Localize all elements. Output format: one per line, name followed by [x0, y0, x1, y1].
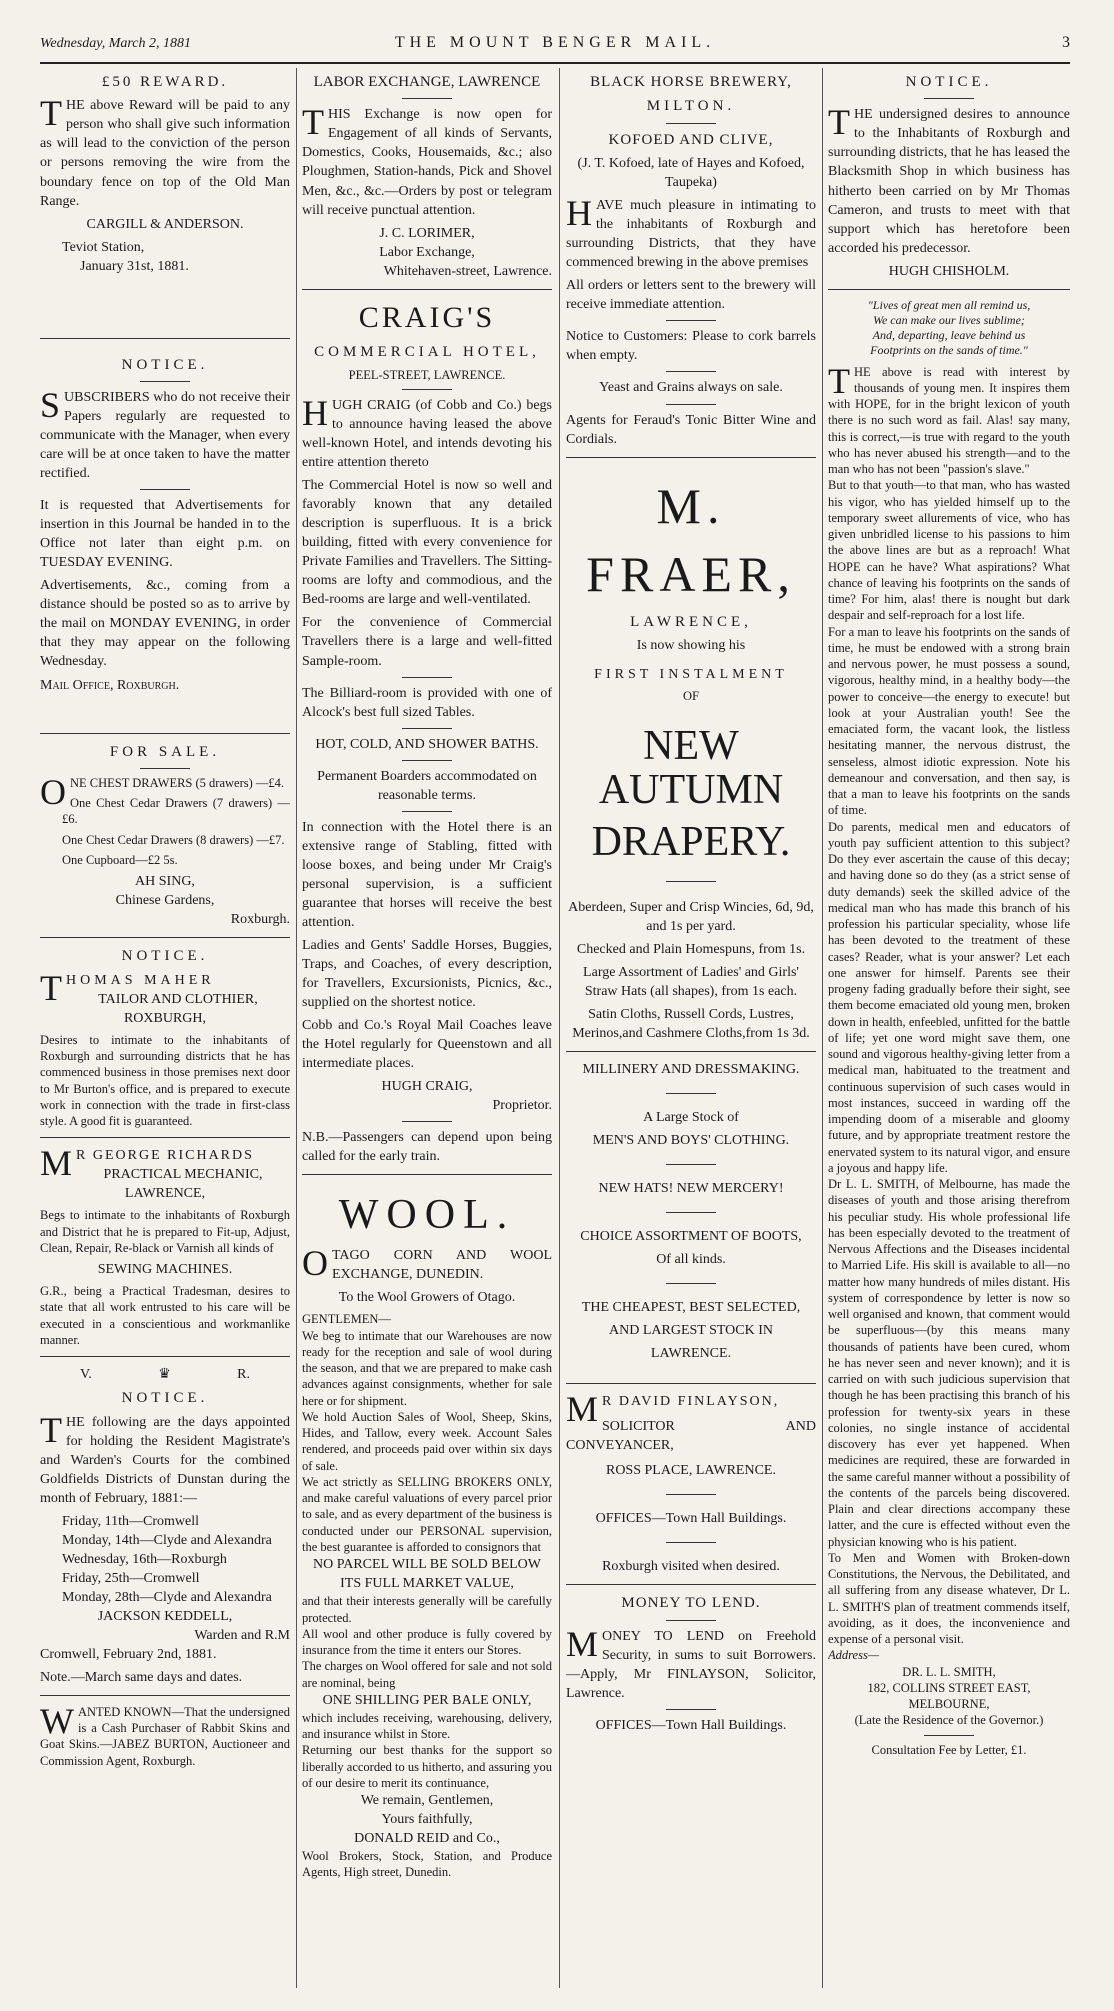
smith-paragraph: Do parents, medical men and educators of youth pay sufficient attention to this subject? Do they ever ascertain the cause of this decay; and having done so do they (as a strict sense of duty demands) seek the skilled advice of the medical man who has made this branch of his profession his particular speciality, whose life has been devoted to the treatment of these cases? Reader, what is your answer? Let each one answer for himself. Parents see their progeny fading gradually before their sight, see them become emaciated old young men, broken down in health, enfeebled, unfitted for the battle of life; yet one word might save them, one sound and vigorous healthy-giving letter from a medical man, habituated to the treatment and continuous supervision of such cases would in most instances, succeed in warding off the impending doom of a miserable and gloomy future, and by appropriate treatment restore the enervated system to its natural vigor, and ensure a joyous and happy life.: [828, 819, 1070, 1175]
wool-paragraph: and that their interests generally will be carefully protected.: [302, 1594, 552, 1625]
brewery-place: MILTON.: [646, 98, 736, 115]
sale-item: NE CHEST DRAWERS (5 drawers) —£4.: [70, 775, 285, 790]
poem-quote: [828, 298, 1070, 358]
drop-cap: T: [40, 967, 62, 1008]
courts-body: HE following are the days appointed for holding the Resident Magistrate's and Warden's Courts for the combined Goldfields Districts of Dunstan during the month of February, 1881:—: [40, 1414, 290, 1506]
fraer-item: CHOICE ASSORTMENT OF BOOTS,: [580, 1228, 802, 1244]
separator: [666, 371, 716, 372]
wanted-body: ANTED KNOWN—That the undersigned is a Cash Purchaser of Rabbit Skins and Goat Skins.—JABEZ BURTON, Auctioneer and Commission Agent, Roxburgh.: [40, 1704, 290, 1768]
court-date: Monday, 28th—Clyde and Alexandra: [62, 1589, 272, 1605]
wool-gents: GENTLEMEN—: [302, 1312, 391, 1327]
richards-ad: [40, 1143, 290, 1348]
drop-cap: T: [40, 93, 62, 134]
craig-street: PEEL-STREET, LAWRENCE.: [348, 367, 506, 382]
separator: [666, 404, 716, 405]
wool-paragraph: We hold Auction Sales of Wool, Sheep, Skins, Hides, and Tallow, every week. Account Sales rendered, and proceeds paid over within six days of sale.: [302, 1409, 552, 1473]
courts-note: Note.—March same days and dates.: [40, 1669, 243, 1685]
notice-heading: NOTICE.: [121, 356, 209, 373]
column-divider: [296, 68, 297, 1988]
smith-paragraph: HE above is read with interest by thousands of young men. It inspires them with HOPE, for in the bright lexicon of youth there is no such word as fail. Alas! say many, this is correct,—is true with regard to the youth who has never abused his strength—and to the man who has not been "passion's slave.": [828, 364, 1070, 477]
finlayson-place: ROSS PLACE, LAWRENCE.: [605, 1463, 776, 1479]
separator: [402, 811, 452, 812]
fraer-item: MILLINERY AND DRESSMAKING.: [582, 1061, 800, 1077]
poem-line: We can make our lives sublime;: [873, 312, 1025, 327]
separator: [666, 1164, 716, 1165]
chisholm-notice: [828, 72, 1070, 281]
labor-role: Labor Exchange,: [379, 244, 475, 260]
separator: [140, 381, 190, 382]
fraer-item: Merinos,and Cashmere Cloths,from 1s 3d.: [572, 1025, 810, 1041]
fraer-item: Aberdeen, Super and Crisp Wincies, 6d, 9d, and 1s per yard.: [568, 899, 814, 934]
separator: [566, 1051, 816, 1052]
separator: [666, 1494, 716, 1495]
wool-caps: ONE SHILLING PER BALE ONLY,: [322, 1692, 532, 1708]
sale-town: Roxburgh.: [230, 912, 290, 928]
drop-cap: S: [40, 385, 61, 426]
smith-address-line: MELBOURNE,: [908, 1697, 990, 1712]
drop-cap: T: [40, 1409, 62, 1450]
brewery-ad: [566, 72, 816, 449]
brewery-heading: BLACK HORSE BREWERY,: [590, 74, 792, 90]
richards-trade: PRACTICAL MECHANIC,: [103, 1167, 263, 1183]
separator: [40, 338, 290, 339]
drop-cap: O: [40, 771, 66, 812]
fraer-item: Checked and Plain Homespuns, from 1s.: [576, 941, 806, 957]
separator: [924, 1735, 974, 1736]
drop-cap: H: [302, 393, 328, 434]
column-divider: [822, 68, 823, 1988]
craig-boarders: Permanent Boarders accommodated on reasonable terms.: [317, 768, 537, 803]
labor-exchange-ad: [302, 72, 552, 281]
cipher-left: V.: [80, 1367, 92, 1383]
separator: [566, 457, 816, 458]
smith-paragraph: Dr L. L. SMITH, of Melbourne, has made the diseases of youth and those arising therefrom his peculiar study. His whole professional life has been especially devoted to the treatment of Nervous Affections and the Diseases incidental to Married Life. His skill is available to all—no matter how many hundreds of miles distant. His system of correspondence by letter is now so well organised and known, that comment would be superfluous—(by this means many thousands of patients have been cured, whom he has never seen and never known); and it is carried on with such judicious supervision that though he has been practising this branch of his profession for twenty-six years in these colonies, no single instance of accidental discovery has ever yet happened. When medicines are required, these are forwarded in the same careful manner without a possibility of the contents of the parcels being discovered. Plain and clear directions accompany these latter, and the cure is effected without even the physician knowing who is his patient.: [828, 1177, 1070, 1549]
smith-paragraph: But to that youth—to that man, who has wasted his vigor, who has yielded himself up to the temporary sweet allurements of vice, who has given unbridled license to his passions to him the above lines are but as a reproach! What HOPE can he have? What aspirations? What chance of leaving his footprints on the sands of time? For him, alas! there is nought but dark despair and self-reproach for a lost life.: [828, 478, 1070, 623]
separator: [924, 98, 974, 99]
drop-cap: M: [40, 1143, 73, 1184]
craig-hotel-ad: [302, 298, 552, 1167]
fraer-ad: [566, 472, 816, 1363]
brewery-firm-sub: (J. T. Kofoed, late of Hayes and Kofoed, Taupeka): [577, 156, 805, 191]
separator: [666, 1283, 716, 1284]
drop-cap: O: [302, 1243, 328, 1284]
money-body: ONEY TO LEND on Freehold Security, in sums to suit Borrowers.—Apply, Mr FINLAYSON, Solicitor, Lawrence.: [566, 1628, 816, 1701]
drop-cap: T: [302, 102, 324, 143]
maher-trade: TAILOR AND CLOTHIER,: [98, 991, 258, 1007]
separator: [828, 289, 1070, 290]
masthead: [40, 30, 1070, 56]
column-2: [302, 68, 552, 1988]
separator: [666, 1620, 716, 1621]
separator: [40, 1137, 290, 1138]
craig-baths: HOT, COLD, AND SHOWER BATHS.: [315, 736, 539, 752]
wool-close: We remain, Gentlemen,: [360, 1793, 494, 1809]
smith-paragraph: To Men and Women with Broken-down Constitutions, the Nervous, the Debilitated, and all suffering from any disease whatever, Dr L. L. SMITH'S plan of treatment commends itself, avoiding, as it does, the inconvenience and expense of a personal visit.: [828, 1550, 1070, 1647]
crown-icon: ♛: [158, 1367, 171, 1383]
subscribers-notice: [40, 355, 290, 695]
separator: [566, 1383, 816, 1384]
notice-heading: NOTICE.: [905, 74, 993, 90]
smith-ad: [828, 360, 1070, 1758]
separator: [402, 760, 452, 761]
finlayson-name: R DAVID FINLAYSON,: [602, 1394, 780, 1410]
money-heading: MONEY TO LEND.: [621, 1595, 761, 1612]
fraer-instalment: FIRST INSTALMENT: [594, 667, 788, 682]
richards-name: R GEORGE RICHARDS: [76, 1148, 254, 1164]
reward-body: HE above Reward will be paid to any person who shall give such information as will lead to the conviction of the person or persons removing the wire from the boundary fence on top of the Old Man Range.: [40, 98, 290, 209]
smith-paragraph: For a man to leave his footprints on the sands of time, he must be endowed with a strong brain and nervous power, he must possess a sound, vigorous, healthy mind, in a healthy body—the power to conceive—the energy to execute! but look at your Australian youth! See the emaciated form, the vacant look, the listless hesitating manner, the nervous distrust, the senseless, almost idiotic expression. Note his demeanour and conversation, and then say, is that a man to leave his footprints on the sands of time.: [828, 624, 1070, 818]
separator: [666, 1212, 716, 1213]
sale-signer: AH SING,: [135, 874, 195, 890]
wool-to: To the Wool Growers of Otago.: [338, 1290, 516, 1306]
chisholm-body: HE undersigned desires to announce to the Inhabitants of Roxburgh and surrounding districts, that he has leased the Blacksmith Shop in which business has hitherto been carried on by Mr Thomas Cameron, and trusts to meet with that support which has heretofore been accorded his predecessor.: [828, 107, 1070, 256]
reward-place: Teviot Station,: [62, 239, 145, 255]
craig-paragraph: The Commercial Hotel is now so well and favorably known that any detailed description is superfluous. It is a brick building, fitted with every convenience for Private Families and Travellers. The Sitting-rooms are lofty and commodious, and the Bed-rooms are large and well-ventilated.: [302, 478, 552, 608]
page-number: 3: [1062, 34, 1070, 51]
separator: [302, 289, 552, 290]
reward-date: January 31st, 1881.: [80, 258, 189, 274]
sale-item: One Chest Cedar Drawers (7 drawers) —£6.: [62, 796, 290, 827]
wool-paragraph: We beg to intimate that our Warehouses are now ready for the reception and sale of wool during the season, and that we are prepared to make cash advances against consignments, whether for sale here or for shipment.: [302, 1328, 552, 1408]
court-date: Friday, 25th—Cromwell: [62, 1570, 200, 1586]
wool-heading: WOOL.: [338, 1192, 516, 1239]
finlayson-ad: [566, 1389, 816, 1576]
separator: [40, 1695, 290, 1696]
column-1: [40, 68, 290, 1988]
craig-heading: CRAIG'S: [358, 300, 496, 334]
column-3: [566, 68, 816, 1988]
separator: [40, 1356, 290, 1357]
wool-desc: Wool Brokers, Stock, Station, and Produce Agents, High street, Dunedin.: [302, 1849, 552, 1880]
fraer-item: LAWRENCE.: [650, 1346, 732, 1362]
drop-cap: M: [566, 1389, 599, 1430]
labor-address: Whitehaven-street, Lawrence.: [383, 263, 552, 279]
sale-item: One Cupboard—£2 5s.: [62, 852, 178, 867]
fraer-item: NEW HATS! NEW MERCERY!: [598, 1180, 784, 1196]
poem-line: And, departing, leave behind us: [872, 327, 1026, 342]
labor-heading: LABOR EXCHANGE, LAWRENCE: [313, 74, 541, 90]
separator: [666, 320, 716, 321]
column-4: [828, 68, 1070, 1988]
wool-signer: DONALD REID and Co.,: [354, 1831, 500, 1847]
poem-line: Footprints on the sands of time.": [870, 342, 1028, 357]
courts-signer: JACKSON KEDDELL,: [97, 1608, 233, 1624]
sale-place: Chinese Gardens,: [115, 893, 215, 909]
craig-subheading: COMMERCIAL HOTEL,: [314, 344, 540, 361]
craig-paragraph: For the convenience of Commercial Travellers there is a large and well-fitted Sample-room.: [302, 615, 552, 669]
separator: [402, 728, 452, 729]
drop-cap: T: [828, 102, 850, 143]
fraer-showing: Is now showing his: [636, 637, 746, 653]
notice-paragraph: Advertisements, &c., coming from a distance should be posted so as to arrive by the mail on MONDAY EVENING, in order that they may appear on the following Wednesday.: [40, 578, 290, 670]
wool-close: Yours faithfully,: [381, 1812, 473, 1828]
wool-paragraph: All wool and other produce is fully covered by insurance from the time it enters our Stores.: [302, 1626, 552, 1657]
smith-address-line: DR. L. L. SMITH,: [902, 1664, 996, 1679]
notice-heading: NOTICE.: [121, 948, 209, 965]
column-divider: [559, 68, 560, 1988]
wanted-ad: [40, 1700, 290, 1769]
separator: [302, 1174, 552, 1175]
craig-paragraph: Ladies and Gents' Saddle Horses, Buggies, Traps, and Coaches, of every description, for Travellers, Excursionists, Picnics, &c., supplied on the shortest notice.: [302, 937, 552, 1010]
craig-role: Proprietor.: [492, 1098, 552, 1114]
drop-cap: T: [828, 360, 850, 401]
craig-paragraph: UGH CRAIG (of Cobb and Co.) begs to announce having leased the above well-known Hotel, and intends devoting his entire attention thereto: [302, 398, 552, 471]
brewery-paragraph: Yeast and Grains always on sale.: [599, 380, 783, 396]
separator: [666, 1542, 716, 1543]
for-sale-heading: FOR SALE.: [109, 743, 221, 760]
drop-cap: W: [40, 1700, 74, 1741]
fraer-item: Satin Cloths, Russell Cords, Lustres,: [588, 1006, 794, 1022]
richards-town: LAWRENCE,: [124, 1186, 206, 1202]
drop-cap: M: [566, 1623, 599, 1664]
maher-body: Desires to intimate to the inhabitants of Roxburgh and surrounding districts that he has commenced business in those premises next door to Mr Burton's office, and is prepared to execute work in connection with the trade in first-class style. A good fit is guaranteed.: [40, 1032, 290, 1128]
wool-title: TAGO CORN AND WOOL EXCHANGE, DUNEDIN.: [332, 1248, 552, 1283]
separator: [666, 1093, 716, 1094]
brewery-paragraph: All orders or letters sent to the brewery will receive immediate attention.: [566, 278, 816, 313]
notice-paragraph: UBSCRIBERS who do not receive their Papers regularly are requested to communicate with the Manager, when every care will be at once taken to have the matter rectified.: [40, 390, 290, 482]
separator: [40, 937, 290, 938]
separator: [40, 733, 290, 734]
reward-signer: CARGILL & ANDERSON.: [86, 216, 244, 232]
courts-dated: Cromwell, February 2nd, 1881.: [40, 1646, 217, 1662]
fraer-item: THE CHEAPEST, BEST SELECTED,: [581, 1299, 801, 1315]
finlayson-offices: OFFICES—Town Hall Buildings.: [595, 1511, 787, 1527]
smith-address-line: 182, COLLINS STREET EAST,: [867, 1680, 1031, 1695]
wool-caps: NO PARCEL WILL BE SOLD BELOW ITS FULL MARKET VALUE,: [312, 1557, 541, 1592]
richards-body2: G.R., being a Practical Tradesman, desires to state that all work entrusted to his care will be executed in a conscientious and workmanlike manner.: [40, 1284, 290, 1347]
fraer-drapery: DRAPERY.: [591, 819, 791, 866]
separator: [666, 1709, 716, 1710]
cipher-right: R.: [237, 1367, 250, 1383]
issue-date: Wednesday, March 2, 1881: [40, 36, 191, 51]
wool-paragraph: We act strictly as SELLING BROKERS ONLY, and make careful valuations of every parcel prior to sale, and as every department of the business is conducted under our PERSONAL supervision, the best guarantee is afforded to consignors that: [302, 1474, 552, 1554]
notice-paragraph: It is requested that Advertisements for insertion in this Journal be handed in to the Office not later than eight p.m. on TUESDAY EVENING.: [40, 498, 290, 571]
royal-cipher: [40, 1365, 290, 1384]
fraer-item: A Large Stock of: [643, 1109, 739, 1125]
wool-paragraph: Returning our best thanks for the support so liberally accorded to us hitherto, and assuring you of our desire to merit its continuance,: [302, 1743, 552, 1790]
smith-address-line: (Late the Residence of the Governor.): [854, 1713, 1044, 1728]
chisholm-signer: HUGH CHISHOLM.: [888, 263, 1010, 279]
wool-paragraph: which includes receiving, warehousing, delivery, and insurance whilst in Store.: [302, 1710, 552, 1742]
court-date: Monday, 14th—Clyde and Alexandra: [62, 1532, 272, 1548]
money-offices: OFFICES—Town Hall Buildings.: [595, 1717, 787, 1733]
sewing-machines: SEWING MACHINES.: [97, 1262, 233, 1278]
labor-signer: J. C. LORIMER,: [379, 225, 475, 241]
maher-name: HOMAS MAHER: [66, 972, 215, 988]
fraer-of: OF: [683, 689, 699, 704]
craig-nb: N.B.—Passengers can depend upon being called for the early train.: [302, 1130, 552, 1165]
newspaper-title: THE MOUNT BENGER MAIL.: [394, 34, 716, 51]
courts-role: Warden and R.M: [194, 1627, 290, 1643]
separator: [566, 1584, 816, 1585]
separator: [402, 389, 452, 390]
court-date: Wednesday, 16th—Roxburgh: [62, 1551, 227, 1567]
poem-line: "Lives of great men all remind us,: [867, 297, 1031, 312]
separator: [402, 98, 452, 99]
labor-body: HIS Exchange is now open for Engagement of all kinds of Servants, Domestics, Cooks, Housemaids, &c.; also Ploughmen, Station-hands, Pick and Shovel Men, &c., &c.—Orders by post or telegram will receive punctual attention.: [302, 107, 552, 218]
separator: [140, 489, 190, 490]
sale-item: One Chest Cedar Drawers (8 drawers) —£7.: [62, 832, 285, 847]
maher-town: ROXBURGH,: [123, 1010, 207, 1026]
wool-paragraph: The charges on Wool offered for sale and not sold are nominal, being: [302, 1659, 552, 1690]
fraer-name: M. FRAER,: [586, 477, 796, 602]
fraer-new-autumn: NEW AUTUMN: [598, 723, 784, 814]
craig-paragraph: Cobb and Co.'s Royal Mail Coaches leave the Hotel regularly for Queenstown and all intermediate places.: [302, 1018, 552, 1072]
drop-cap: H: [566, 193, 592, 234]
separator: [140, 768, 190, 769]
masthead-rule: [40, 62, 1070, 64]
smith-address-label: Address—: [828, 1648, 879, 1663]
smith-fee: Consultation Fee by Letter, £1.: [871, 1742, 1027, 1757]
wool-ad: [302, 1187, 552, 1880]
fraer-item: Of all kinds.: [656, 1251, 726, 1267]
separator: [666, 123, 716, 124]
court-date: Friday, 11th—Cromwell: [62, 1513, 200, 1529]
craig-paragraph: The Billiard-room is provided with one of Alcock's best full sized Tables.: [302, 685, 552, 720]
brewery-paragraph: AVE much pleasure in intimating to the inhabitants of Roxburgh and surrounding Districts, that they have commenced brewing in the above premises: [566, 198, 816, 271]
finlayson-visit: Roxburgh visited when desired.: [602, 1559, 780, 1575]
craig-signer: HUGH CRAIG,: [381, 1079, 473, 1095]
craig-paragraph: In connection with the Hotel there is an extensive range of Stabling, fitted with loose boxes, and being under Mr Craig's personal supervision, is a sufficient guarantee that horses will receive the best attention.: [302, 819, 552, 930]
maher-ad: [40, 946, 290, 1129]
finlayson-role: SOLICITOR AND CONVEYANCER,: [566, 1419, 816, 1454]
courts-notice: [40, 1365, 290, 1687]
notice-heading: NOTICE.: [121, 1390, 209, 1407]
fraer-item: MEN'S AND BOYS' CLOTHING.: [592, 1132, 790, 1148]
brewery-firm: KOFOED AND CLIVE,: [608, 131, 774, 148]
reward-ad: [40, 72, 290, 276]
money-ad: [566, 1593, 816, 1735]
richards-body: Begs to intimate to the inhabitants of Roxburgh and District that he is prepared to Fit-up, Adjust, Clean, Repair, Re-black or Varnish all kinds of: [40, 1208, 290, 1255]
separator: [402, 677, 452, 678]
separator: [666, 881, 716, 882]
separator: [402, 1121, 452, 1122]
brewery-paragraph: Notice to Customers: Please to cork barrels when empty.: [566, 329, 816, 364]
fraer-town: LAWRENCE,: [630, 613, 752, 630]
fraer-item: AND LARGEST STOCK IN: [609, 1323, 773, 1338]
for-sale-ad: [40, 742, 290, 930]
brewery-paragraph: Agents for Feraud's Tonic Bitter Wine and Cordials.: [566, 412, 816, 447]
reward-heading: £50 REWARD.: [101, 74, 229, 90]
mail-office: Mail Office, Roxburgh.: [40, 677, 180, 693]
fraer-item: Large Assortment of Ladies' and Girls' Straw Hats (all shapes), from 1s each.: [583, 964, 799, 999]
